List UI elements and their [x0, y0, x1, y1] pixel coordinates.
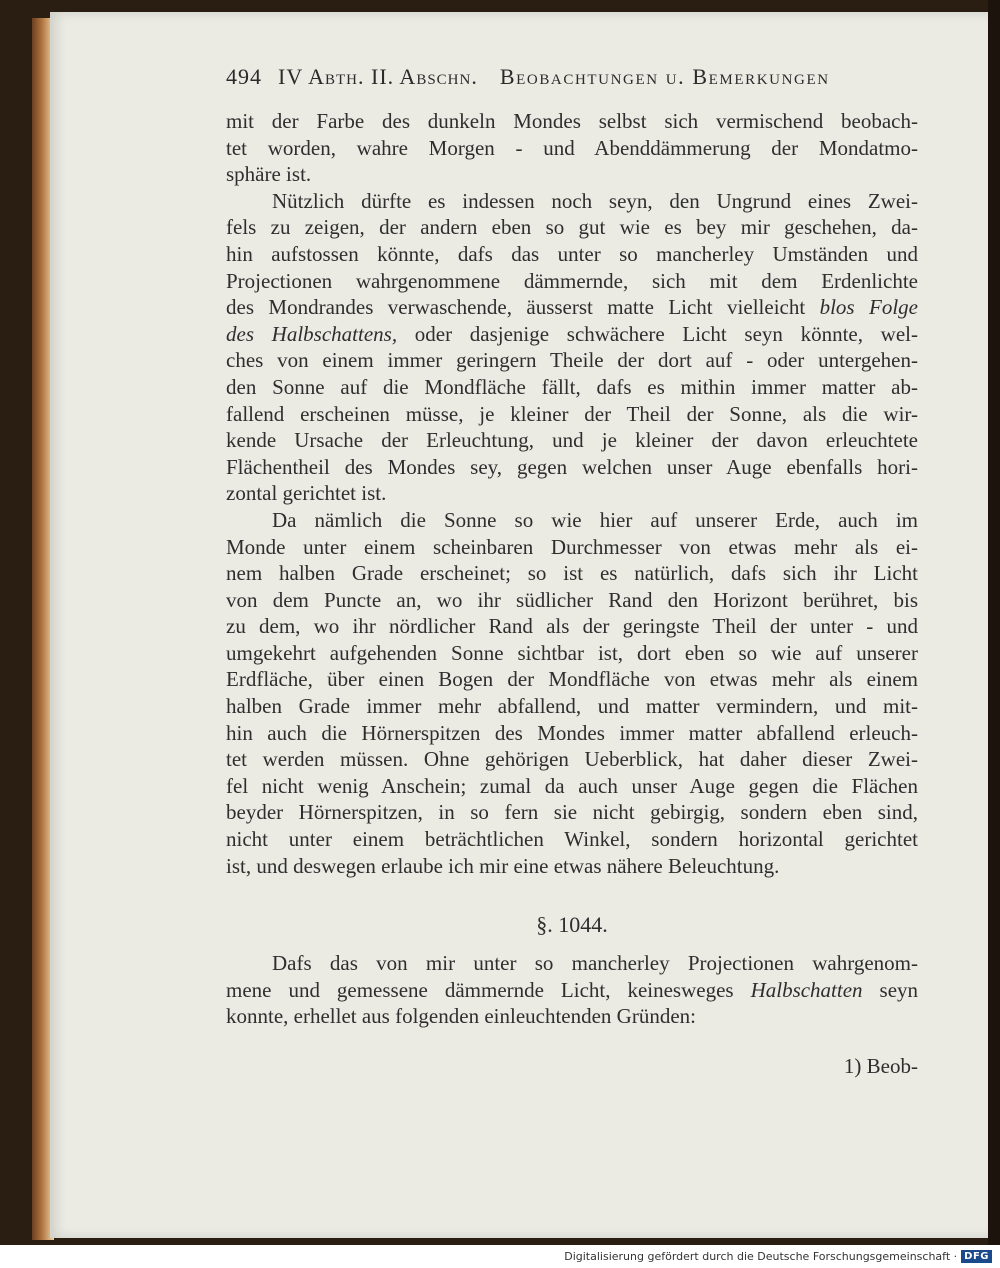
italic-fragment: des Halbschattens, — [226, 321, 398, 346]
text-line: von dem Puncte an, wo ihr südlicher Rand den Horizont berühret, bis — [226, 587, 918, 612]
section-label: IV Abth. II. Abschn. — [278, 64, 478, 89]
text-line: fels zu zeigen, der andern eben so gut wie es bey mir geschehen, da- — [226, 215, 918, 240]
text-line: sphäre ist. — [226, 162, 312, 187]
text-line: zontal gerichtet ist. — [226, 481, 387, 506]
text-line: Erdfläche, über einen Bogen der Mondfläche von etwas mehr als einem — [226, 667, 918, 692]
text-line — [226, 294, 918, 321]
text-line: tet worden, wahre Morgen - und Abenddämmerung der Mondatmo- — [226, 135, 918, 160]
text-line: nem halben Grade erscheinet; so ist es natürlich, dafs sich ihr Licht — [226, 561, 918, 586]
section-heading: §. 1044. — [536, 912, 608, 937]
text-line: ist, und deswegen erlaube ich mir eine etwas nähere Beleuchtung. — [226, 853, 780, 878]
text-line: hin auch die Hörnerspitzen des Mondes immer matter abfallend erleuch- — [226, 720, 918, 745]
text-line: Projectionen wahrgenommene dämmernde, sich mit dem Erdenlichte — [226, 268, 918, 293]
text-line: zu dem, wo ihr nördlicher Rand als der geringste Theil der unter - und — [226, 614, 918, 639]
text-line: mit der Farbe des dunkeln Mondes selbst sich vermischend beobach- — [226, 109, 918, 133]
body-text-section — [226, 950, 918, 1030]
text-line: Monde unter einem scheinbaren Durchmesser von etwas mehr als ei- — [226, 534, 918, 559]
footer-credit — [0, 1245, 1000, 1268]
text-fragment: oder dasjenige schwächere Licht seyn könnte, wel- — [414, 321, 918, 346]
text-line: den Sonne auf die Mondfläche fällt, dafs es mithin immer matter ab- — [226, 374, 918, 399]
running-title: Beobachtungen u. Bemerkungen — [499, 64, 830, 89]
text-line: kende Ursache der Erleuchtung, und je kleiner der davon erleuchtete — [226, 428, 918, 453]
italic-fragment: Halbschatten — [750, 977, 863, 1002]
text-line — [226, 977, 918, 1004]
text-line: konnte, erhellet aus folgenden einleuchtenden Gründen: — [226, 1004, 696, 1029]
text-line: Dafs das von mir unter so mancherley Projectionen wahrgenom- — [272, 951, 918, 975]
catchword: 1) Beob- — [843, 1054, 918, 1078]
text-line: umgekehrt aufgehenden Sonne sichtbar ist, dort eben so wie auf unserer — [226, 640, 918, 665]
dfg-logo-icon: DFG — [961, 1250, 992, 1263]
text-line: fallend erscheinen müsse, je kleiner der Theil der Sonne, als die wir- — [226, 401, 918, 426]
text-line: Flächentheil des Mondes sey, gegen welchen unser Auge ebenfalls hori- — [226, 454, 918, 479]
text-line: beyder Hörnerspitzen, in so fern sie nicht gebirgig, sondern eben sind, — [226, 800, 918, 825]
text-line — [226, 321, 918, 348]
text-line: nicht unter einem beträchtlichen Winkel, sondern horizontal gerichtet — [226, 827, 918, 852]
text-line: fel nicht wenig Anschein; zumal da auch unser Auge gegen die Flächen — [226, 773, 918, 798]
text-line: Nützlich dürfte es indessen noch seyn, den Ungrund eines Zwei- — [272, 188, 918, 213]
running-head — [226, 64, 916, 96]
text-line: halben Grade immer mehr abfallend, und matter vermindern, und mit- — [226, 694, 918, 719]
page-right-edge — [988, 0, 1000, 1245]
text-line: tet werden müssen. Ohne gehörigen Ueberblick, hat daher dieser Zwei- — [226, 747, 918, 772]
text-fragment: mene und gemessene dämmernde Licht, keinesweges — [226, 977, 734, 1002]
text-fragment: des Mondrandes verwaschende, äusserst matte Licht vielleicht — [226, 295, 806, 320]
text-line: hin aufstossen könnte, dafs das unter so mancherley Umständen und — [226, 241, 918, 266]
text-line: Da nämlich die Sonne so wie hier auf unserer Erde, auch im — [272, 507, 918, 532]
page-number: 494 — [226, 64, 262, 89]
text-fragment: seyn — [879, 977, 919, 1002]
text-line: ches von einem immer geringern Theile der dort auf - oder untergehen- — [226, 348, 918, 373]
italic-fragment: blos Folge — [819, 295, 918, 320]
footer-text: Digitalisierung gefördert durch die Deutsche Forschungsgemeinschaft · — [564, 1250, 958, 1263]
body-text — [226, 108, 918, 879]
